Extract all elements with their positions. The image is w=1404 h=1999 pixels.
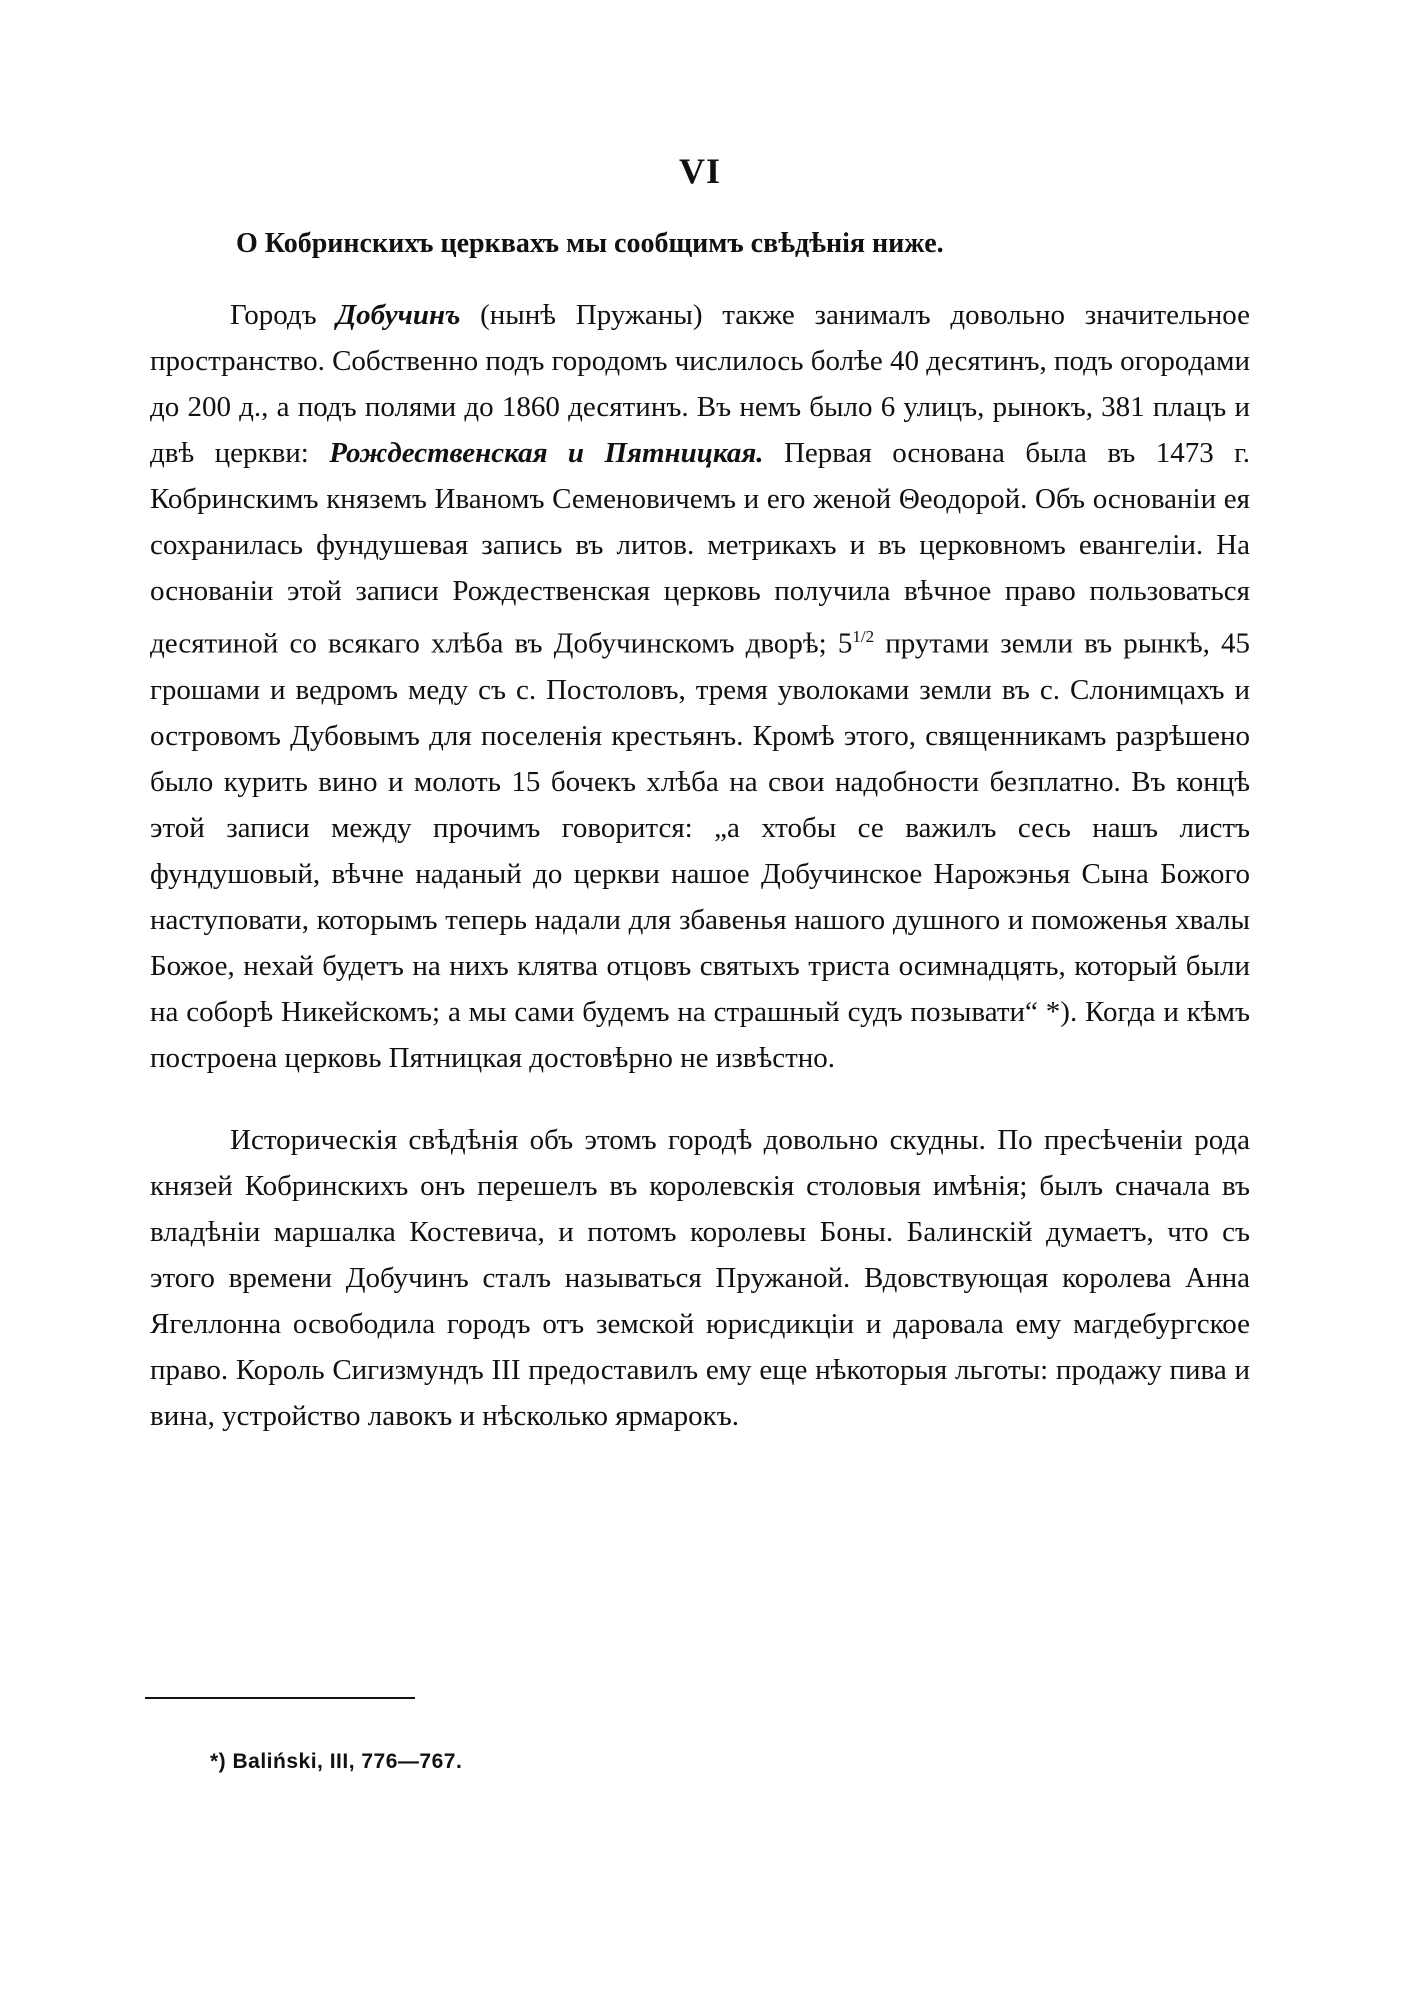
page-body xyxy=(150,150,1250,1439)
paragraph-1-part-3: Первая основана была въ 1473 г. Кобринскимъ княземъ Иваномъ Семеновичемъ и его женой Θеодорой. Объ основаніи ея сохранилась фундушевая запись въ литов. метрикахъ и въ церковномъ евангеліи. На основаніи этой записи Рождественская церковь получила вѣчное право пользоваться десятиной со всякаго хлѣба въ Добучинскомъ дворѣ; 5 xyxy=(150,437,1250,660)
city-name-italic: Добучинъ xyxy=(336,299,461,331)
footnote: *) Baliński, III, 776—767. xyxy=(210,1750,463,1773)
paragraph-1-part-2: (нынѣ Пружаны) также занималъ довольно значительное пространство. Собственно подъ городомъ числилось болѣе 40 десятинъ, подъ огородами до 200 д., а подъ полями до 1860 десятинъ. Въ немъ было 6 улицъ, рынокъ, 381 плацъ и двѣ церкви: xyxy=(150,299,1250,469)
church-names-italic: Рождественская и Пятницкая. xyxy=(329,437,764,469)
paragraph-2: Историческія свѣдѣнія объ этомъ городѣ довольно скудны. По пресѣченіи рода князей Кобринскихъ онъ перешелъ въ королевскія столовыя имѣнія; былъ сначала въ владѣніи маршалка Костевича, и потомъ королевы Боны. Балинскій думаетъ, что съ этого времени Добучинъ сталъ называться Пружаной. Вдовствующая королева Анна Ягеллонна освободила городъ отъ земской юрисдикціи и даровала ему магдебургское право. Король Сигизмундъ III предоставилъ ему еще нѣкоторыя льготы: продажу пива и вина, устройство лавокъ и нѣсколько ярмарокъ. xyxy=(150,1123,1250,1432)
page-number: VI xyxy=(678,151,721,191)
intro-line: О Кобринскихъ церквахъ мы сообщимъ свѣдѣнія ниже. xyxy=(236,228,944,259)
fraction: 1/2 xyxy=(852,627,875,646)
footnote-divider xyxy=(145,1697,415,1699)
paragraph-1-part-1: Городъ xyxy=(230,299,337,331)
paragraph-1-part-4: прутами земли въ рынкѣ, 45 грошами и ведромъ меду съ с. Постоловъ, тремя уволоками земли въ с. Слонимцахъ и островомъ Дубовымъ для поселенія крестьянъ. Кромѣ этого, священникамъ разрѣшено было курить вино и молоть 15 бочекъ хлѣба на свои надобности безплатно. Въ концѣ этой записи между прочимъ говорится: „а хтобы се важилъ сесь нашъ листъ фундушовый, вѣчне наданый до церкви нашое Добучинское Нарожэнья Сына Божого наступовати, которымъ теперь надали для збавенья нашого душного и поможенья хвалы Божое, нехай будетъ на нихъ клятва отцовъ святыхъ триста осимнадцять, который были на соборѣ Никейскомъ; а мы сами будемъ на страшный судъ позывати“ *). Когда и кѣмъ построена церковь Пятницкая достовѣрно не извѣстно. xyxy=(150,627,1250,1074)
paragraph-1 xyxy=(150,292,1250,1081)
